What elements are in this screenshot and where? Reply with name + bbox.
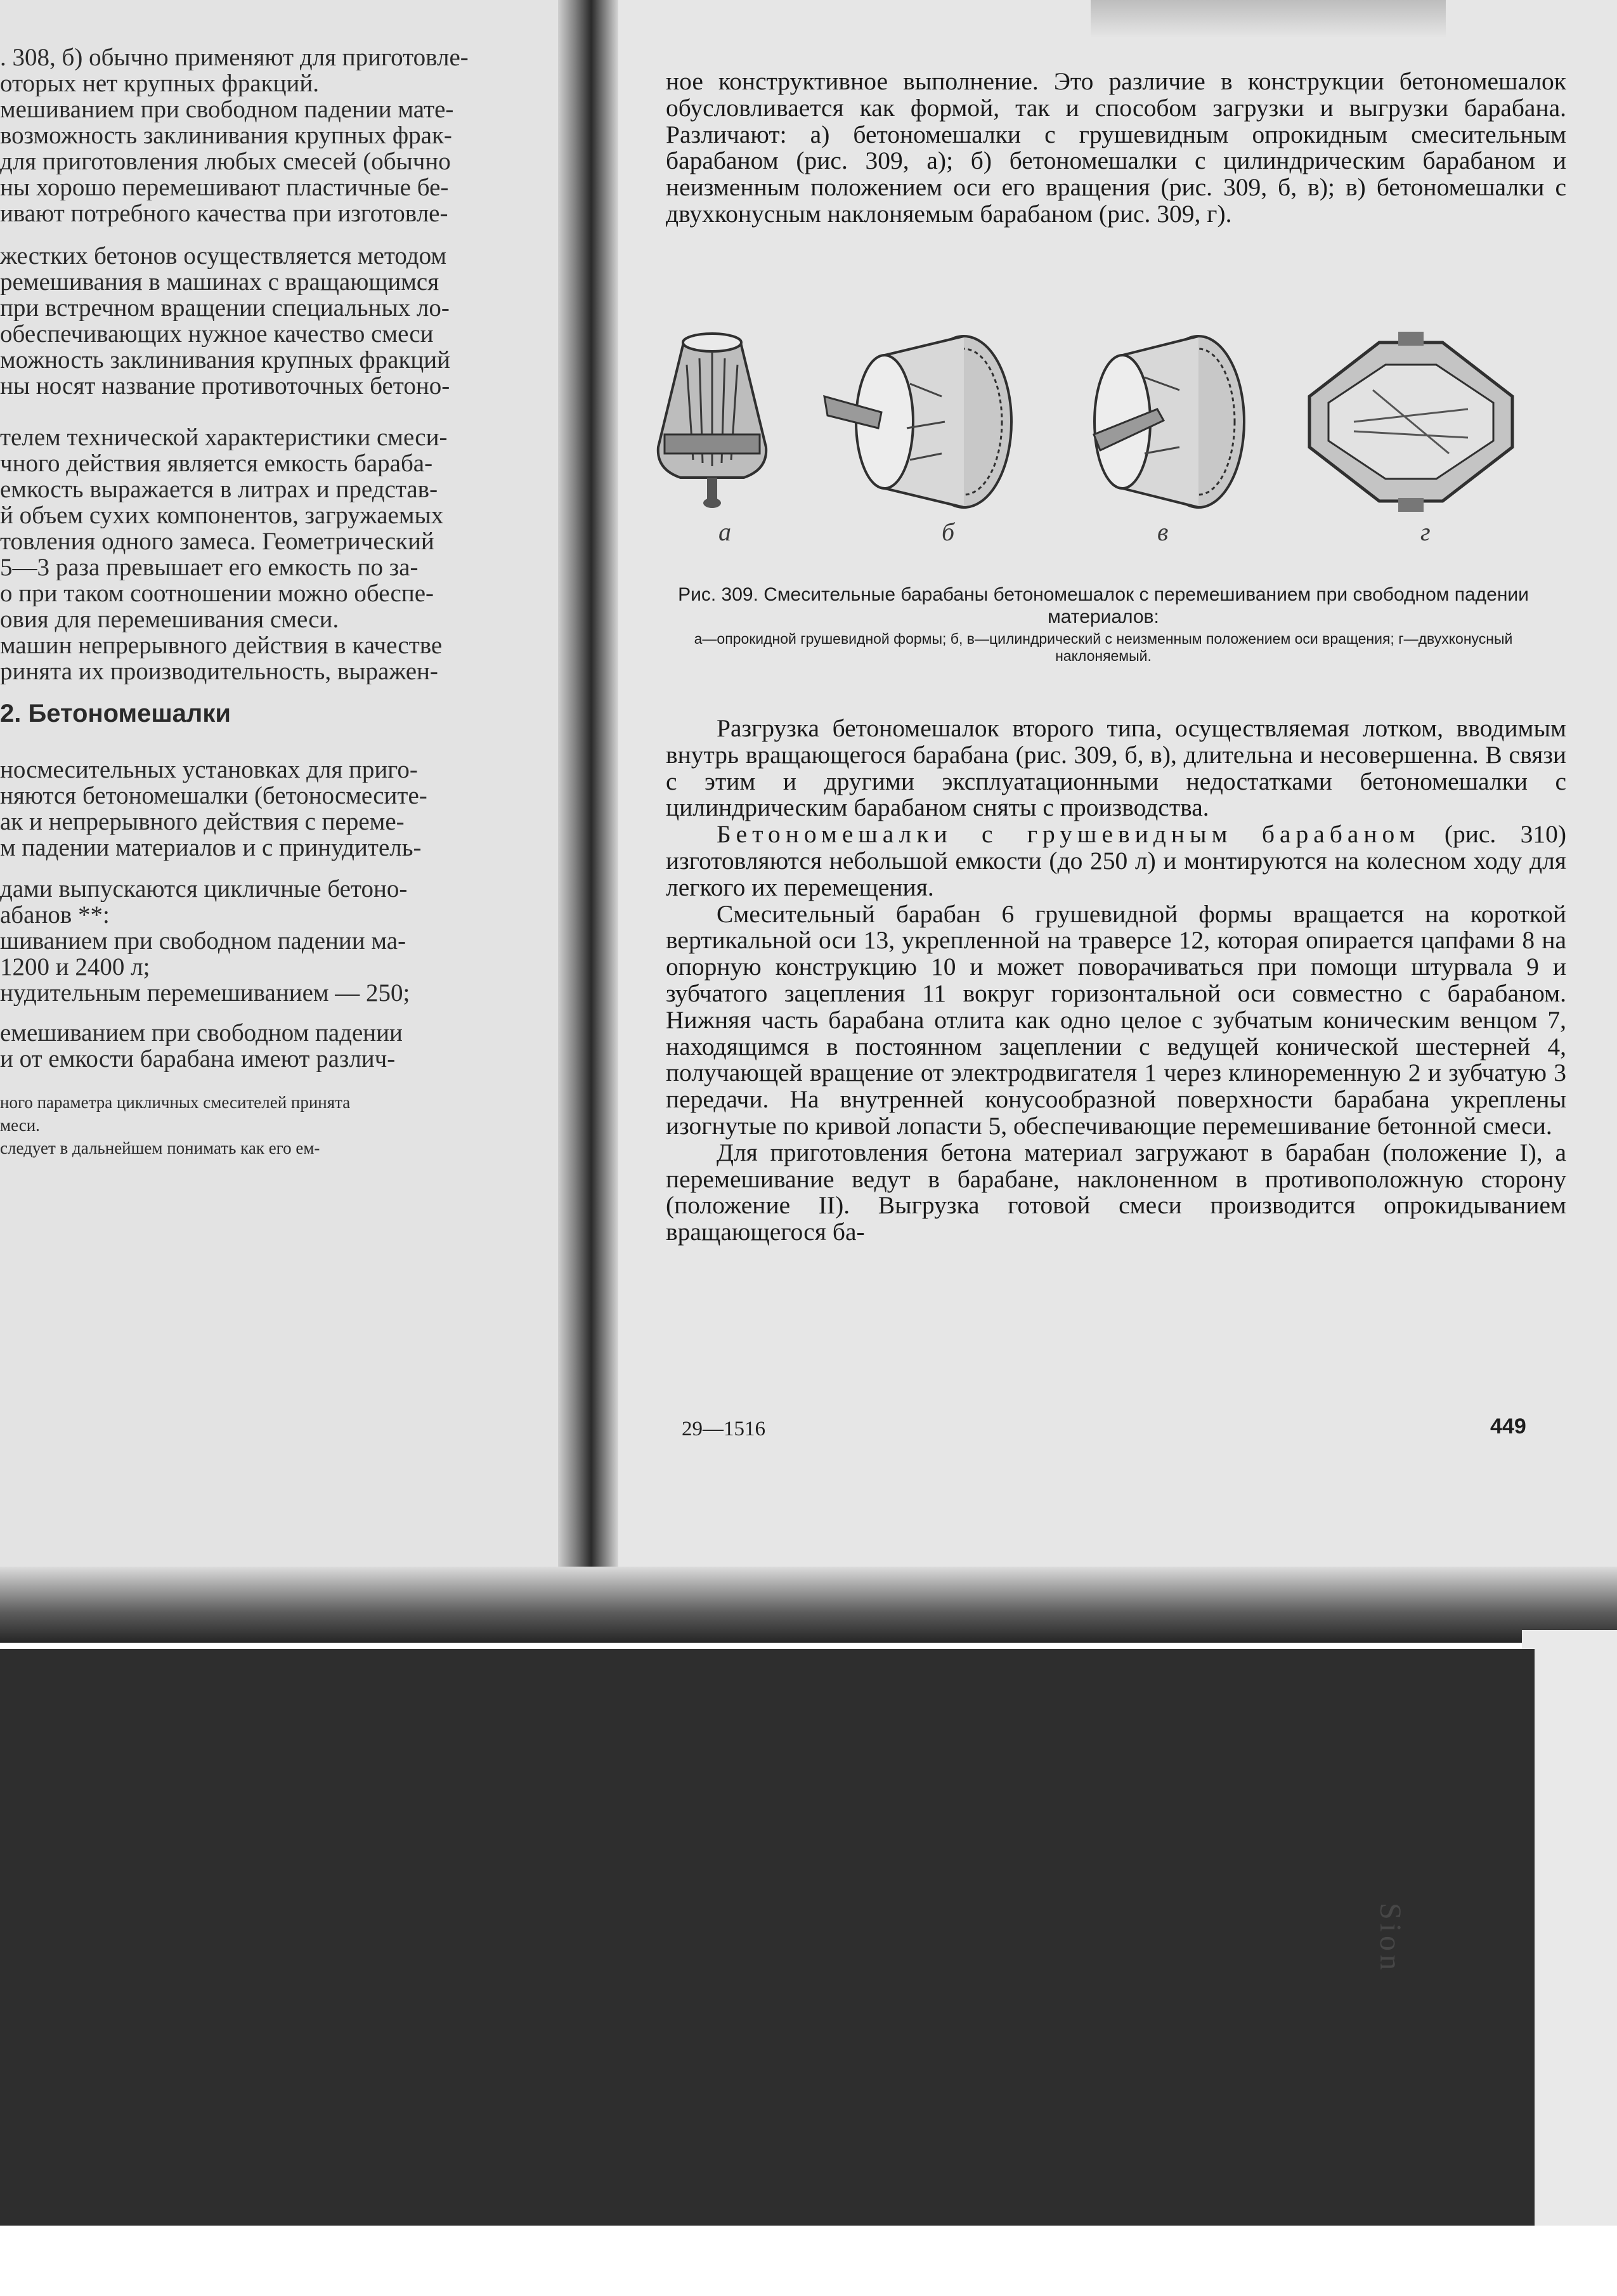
paragraph-drum-description: Смесительный барабан 6 грушевидной формы вращается на короткой вертикальной оси 13, укрепленной на траверсе 12, которая опирается цапфами 8 на опорную конструкцию 10 и может поворачиваться при помощи штурвала 9 и зубчатого зацепления 11 вокруг горизонтальной оси совместно с барабаном. Нижняя часть барабана отлита как одно целое с зубчатым коническим венцом 7, находящимся в постоянном зацеплении с ведущей конической шестерней 4, получающей вращение от электродвигателя 1 через клиноременную 2 и зубчатую 3 передачи. На внутренней конусообразной поверхности барабана укреплены изогнутые по кривой лопасти 5, обеспечивающие перемешивание бетонной смеси. <box>666 899 1566 1140</box>
drum-double-cone-illustration <box>1290 327 1531 517</box>
drum-cylinder-chute-illustration <box>1056 327 1259 517</box>
left-text-line: й объем сухих компонентов, загружаемых <box>0 502 444 528</box>
page-bottom-shadow <box>0 1567 1617 1643</box>
left-text-line: телем технической характеристики смеси- <box>0 424 448 450</box>
left-text-line: нудительным перемешиванием — 250; <box>0 980 410 1006</box>
body-text <box>666 715 1566 1246</box>
paragraph-pear-mixers-rest: (рис. 310) изготовляются небольшой емкости (до 250 л) и монтируются на колесном ходу для легкого их перемещения. <box>666 820 1566 901</box>
left-text-line: жестких бетонов осуществляется методом <box>0 243 447 269</box>
paragraph-pear-mixers <box>666 821 1566 901</box>
left-text-line: о при таком соотношении можно обеспе- <box>0 580 434 606</box>
left-text-line: м падении материалов и с принудитель- <box>0 835 422 861</box>
left-text-line: следует в дальнейшем понимать как его ем- <box>0 1138 320 1158</box>
left-block-f <box>0 1020 558 1072</box>
left-text-line: ак и непрерывного действия с переме- <box>0 809 405 835</box>
section-heading: 2. Бетономешалки <box>0 700 231 727</box>
figure-label-g: г <box>1420 518 1431 546</box>
left-text-line: няются бетономешалки (бетоносмесите- <box>0 783 427 809</box>
left-block-b <box>0 243 558 399</box>
book-spine-gutter <box>558 0 618 1624</box>
left-text-line: оторых нет крупных фракций. <box>0 70 319 96</box>
cover-edge <box>1522 1630 1617 2226</box>
left-text-line: шиванием при свободном падении ма- <box>0 928 406 954</box>
left-text-line: 1200 и 2400 л; <box>0 954 150 980</box>
left-text-line: ны носят название противоточных бетоно- <box>0 373 450 399</box>
figure-label-v: в <box>1157 518 1169 546</box>
left-text-line: можность заклинивания крупных фракций <box>0 347 451 373</box>
page-number: 449 <box>1490 1414 1526 1438</box>
left-block-a <box>0 44 558 226</box>
left-text-line: 5—3 раза превышает его емкость по за- <box>0 554 419 580</box>
left-text-line: чного действия является емкость бараба- <box>0 450 433 476</box>
left-text-line: для приготовления любых смесей (обычно <box>0 148 451 174</box>
intro-text: ное конструктивное выполнение. Это различие в конструкции бетономешалок обусловливается как формой, так и способом загрузки и выгрузки барабана. Различают: а) бетономешалки с грушевидным опрокидным смесительным барабаном (рис. 309, а); б) бетономешалки с цилиндрическим барабаном и неизменным положением оси его вращения (рис. 309, б, в); в) бетономешалки с двухконусным наклоняемым барабаном (рис. 309, г). <box>666 67 1566 228</box>
left-gap <box>0 399 558 424</box>
left-text-line: при встречном вращении специальных ло- <box>0 295 450 321</box>
left-gap <box>0 861 558 876</box>
book-cover <box>0 1649 1535 2226</box>
caption-title: Рис. 309. Смесительные барабаны бетономешалок с перемешиванием при свободном падении материалов: <box>678 584 1529 627</box>
figure-label-b: б <box>942 518 955 546</box>
cover-embossed-text: Sion <box>1373 1903 1407 1974</box>
left-text-line: емкость выражается в литрах и представ- <box>0 476 438 502</box>
left-text-line: ремешивания в машинах с вращающимся <box>0 269 439 295</box>
left-block-e <box>0 876 558 1006</box>
left-text-line: емешиванием при свободном падении <box>0 1020 403 1046</box>
left-text-line: меси. <box>0 1116 40 1135</box>
left-text-line: . 308, б) обычно применяют для приготовле- <box>0 44 469 70</box>
left-text-line: и от емкости барабана имеют различ- <box>0 1046 396 1072</box>
left-text-line: носмесительных установках для приго- <box>0 757 418 783</box>
spaced-term: Бетономешалки с грушевидным барабаном <box>717 820 1420 849</box>
paragraph-operation: Для приготовления бетона материал загружают в барабан (положение I), а перемешивание ведут в барабане, наклоненном в противоположную сторону (положение II). Выгрузка готовой смеси производится опрокидыванием вращающегося ба- <box>666 1138 1566 1246</box>
left-text-line: абанов **: <box>0 902 110 928</box>
left-text-line: ринята их производительность, выражен- <box>0 658 438 684</box>
figure-caption <box>672 584 1535 665</box>
caption-legend: а—опрокидной грушевидной формы; б, в—цилиндрический с неизменным положением оси вращения; г—двухконусный наклоняемый. <box>694 630 1513 664</box>
torn-page-edge <box>1091 0 1446 38</box>
left-block-d <box>0 757 558 861</box>
left-gap <box>0 226 558 243</box>
left-text-line: мешиванием при свободном падении мате- <box>0 96 454 122</box>
left-gap <box>0 1006 558 1020</box>
figure-309 <box>644 327 1531 546</box>
left-text-line: ивают потребного качества при изготовле- <box>0 200 448 226</box>
left-text-line: ного параметра цикличных смесителей принята <box>0 1093 351 1112</box>
left-footnotes <box>0 1091 558 1159</box>
left-text-line: машин непрерывного действия в качестве <box>0 632 443 658</box>
left-text-line: дами выпускаются цикличные бетоно- <box>0 876 408 902</box>
left-text-line: возможность заклинивания крупных фрак- <box>0 122 452 148</box>
left-gap <box>0 1072 558 1091</box>
figure-label-a: а <box>718 518 731 546</box>
left-text-line: товления одного замеса. Геометрический <box>0 528 434 554</box>
intro-paragraph <box>666 68 1566 228</box>
left-text-line: овия для перемешивания смеси. <box>0 606 339 632</box>
left-text-line: ны хорошо перемешивают пластичные бе- <box>0 174 449 200</box>
left-block-c <box>0 424 558 684</box>
paragraph-unloading: Разгрузка бетономешалок второго типа, осуществляемая лотком, вводимым внутрь вращающегося барабана (рис. 309, б, в), длительна и несовершенна. В связи с этим и другими эксплуатационными недостатками бетономешалки с цилиндрическим барабаном сняты с производства. <box>666 714 1566 822</box>
printer-signature: 29—1516 <box>682 1418 765 1440</box>
drum-pear-illustration <box>649 327 776 517</box>
left-page-text <box>0 44 558 1159</box>
left-text-line: обеспечивающих нужное качество смеси <box>0 321 434 347</box>
drum-cylinder-illustration <box>815 327 1024 517</box>
